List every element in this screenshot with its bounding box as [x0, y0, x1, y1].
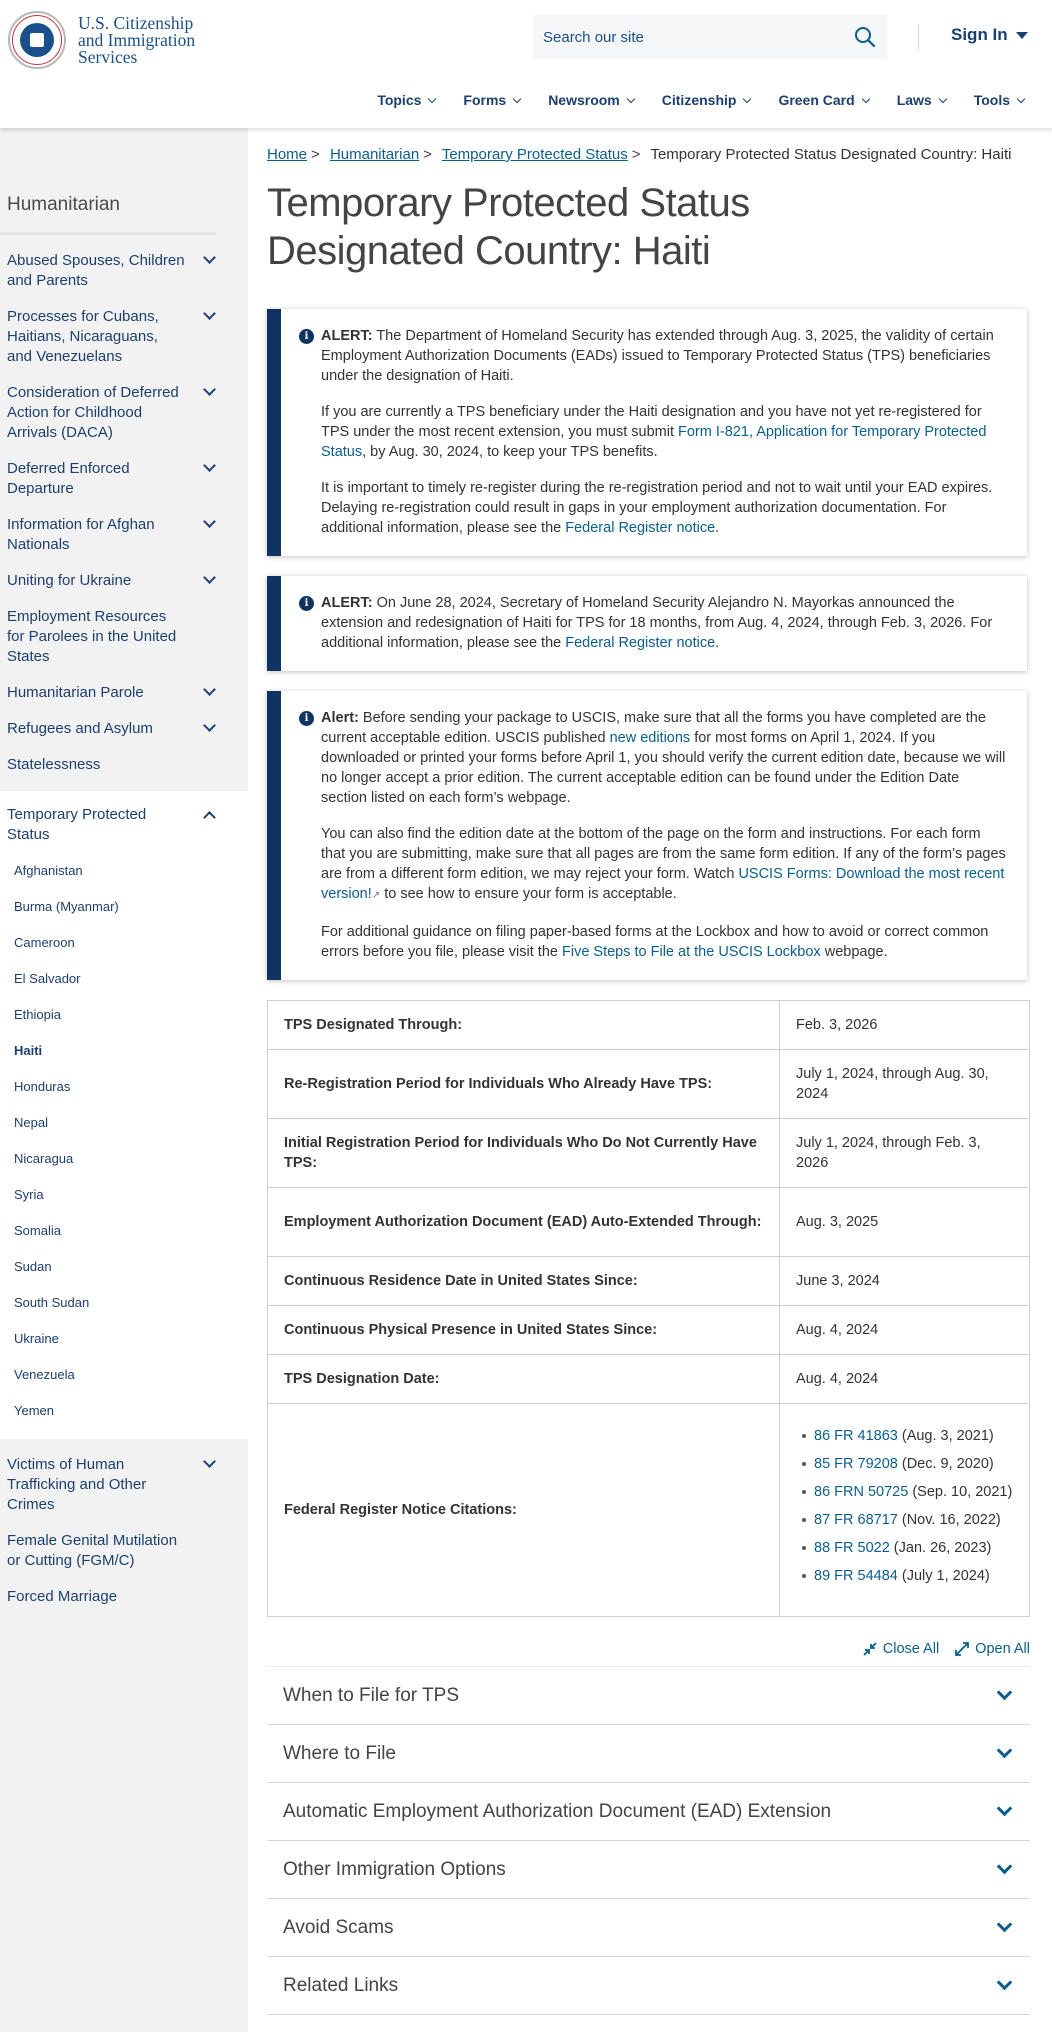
sidebar-subitem-syria[interactable]: Syria — [14, 1187, 44, 1202]
sidebar-item-label: Deferred Enforced Departure — [7, 460, 130, 497]
sidebar-item-processes-for-cubans-haitians-nicaraguans-and-venezuelans[interactable] — [0, 299, 248, 375]
uscis-logo-link[interactable] — [8, 11, 195, 69]
nav-label: Newsroom — [548, 92, 620, 108]
table-row — [268, 1404, 1030, 1617]
alert-text: to see how to ensure your form is acceptable. — [380, 886, 677, 902]
alert-box — [267, 576, 1027, 671]
nav-laws[interactable] — [883, 92, 960, 108]
citation-list — [796, 1416, 1013, 1604]
alert-paragraph — [301, 593, 1007, 653]
nav-label: Forms — [463, 92, 507, 108]
sidebar-sublist — [0, 853, 248, 1429]
alert-paragraph — [301, 708, 1007, 808]
citation-link[interactable]: 85 FR 79208 — [814, 1456, 898, 1472]
sidebar-subitem-yemen[interactable]: Yemen — [14, 1403, 54, 1418]
chevron-down-icon — [627, 94, 635, 102]
alert-label: ALERT: — [321, 595, 373, 611]
sidebar-item-label: Temporary Protected Status — [7, 806, 147, 843]
citation-date: (Aug. 3, 2021) — [897, 1428, 994, 1444]
dhs-seal-icon — [8, 11, 66, 69]
sign-in-label: Sign In — [951, 25, 1008, 44]
alert-paragraph — [301, 326, 1007, 386]
table-value: Aug. 4, 2024 — [780, 1306, 1030, 1355]
table-value: Aug. 4, 2024 — [780, 1355, 1030, 1404]
chevron-down-icon — [203, 719, 216, 732]
table-value: June 3, 2024 — [780, 1257, 1030, 1306]
breadcrumb — [267, 146, 1052, 163]
table-row — [268, 1119, 1030, 1188]
federal-register-notice-link[interactable]: Federal Register notice — [565, 520, 716, 536]
sidebar-subitem-el-salvador[interactable]: El Salvador — [14, 971, 81, 986]
table-key: Federal Register Notice Citations: — [268, 1404, 780, 1617]
nav-label: Tools — [973, 92, 1010, 108]
sidebar-item-label: Forced Marriage — [7, 1588, 118, 1605]
chevron-down-icon — [997, 1685, 1013, 1701]
uscis-forms-video-link[interactable]: USCIS Forms: Download the most recent version! — [321, 866, 1005, 902]
agency-name-line: and Immigration — [78, 29, 196, 50]
tps-info-table — [267, 1000, 1030, 1617]
agency-name — [78, 12, 196, 67]
chevron-up-icon — [203, 811, 216, 824]
chevron-down-icon — [203, 515, 216, 528]
chevron-down-icon — [203, 251, 216, 264]
citation-item — [796, 1566, 1013, 1586]
agency-name-line: Services — [78, 46, 138, 67]
sidebar-subitem-nepal[interactable]: Nepal — [14, 1115, 48, 1130]
citation-item — [796, 1426, 1013, 1446]
agency-name-line: U.S. Citizenship — [78, 12, 194, 33]
chevron-down-icon — [997, 1859, 1013, 1875]
sidebar-subitem-nicaragua[interactable]: Nicaragua — [14, 1151, 74, 1166]
sidebar-item-label: Consideration of Deferred Action for Childhood Arrivals (DACA) — [7, 384, 179, 441]
search-box — [533, 15, 887, 59]
accordion-title: Automatic Employment Authorization Document (EAD) Extension — [283, 1800, 832, 1822]
sidebar — [0, 128, 248, 2032]
accordion-controls — [267, 1641, 1030, 1666]
main-content — [248, 128, 1052, 2032]
page-title: Temporary Protected Status Designated Country: Haiti — [267, 181, 750, 273]
info-icon: i — [299, 711, 314, 726]
table-row — [268, 1001, 1030, 1050]
new-editions-link[interactable]: new editions — [609, 730, 691, 746]
external-link-icon: ↗ — [371, 890, 381, 901]
sidebar-item-label: Refugees and Asylum — [7, 720, 153, 737]
chevron-down-icon — [997, 1801, 1013, 1817]
chevron-down-icon — [513, 94, 521, 102]
breadcrumb-home[interactable]: Home — [267, 146, 308, 163]
accordion-item-related-links[interactable] — [267, 1957, 1030, 2015]
citation-date: (July 1, 2024) — [897, 1568, 990, 1584]
table-key: Continuous Residence Date in United States Since: — [268, 1257, 780, 1306]
accordion-title: When to File for TPS — [283, 1684, 459, 1706]
open-all-button[interactable] — [955, 1641, 1030, 1657]
alert-text: webpage. — [820, 944, 888, 960]
breadcrumb-separator: > — [631, 146, 641, 163]
alert-paragraph — [301, 402, 1007, 462]
lockbox-steps-link[interactable]: Five Steps to File at the USCIS Lockbox — [561, 944, 821, 960]
federal-register-notice-link[interactable]: Federal Register notice — [565, 635, 716, 651]
sidebar-subitem-ethiopia[interactable]: Ethiopia — [14, 1007, 61, 1022]
table-row — [268, 1355, 1030, 1404]
sidebar-subitem-ukraine[interactable]: Ukraine — [14, 1331, 59, 1346]
sidebar-item-employment-resources-for-parolees-in-the-united-states[interactable] — [0, 599, 248, 675]
citation-link[interactable]: 89 FR 54484 — [814, 1568, 898, 1584]
table-row — [268, 1188, 1030, 1257]
sidebar-item-label: Processes for Cubans, Haitians, Nicaraguans, and Venezuelans — [7, 308, 159, 365]
breadcrumb-humanitarian[interactable]: Humanitarian — [329, 146, 420, 163]
search-icon — [854, 26, 876, 48]
sidebar-subitem-haiti[interactable]: Haiti — [14, 1043, 43, 1058]
site-header — [0, 0, 1052, 128]
alert-text: It is important to timely re-register during the re-registration period and not to wait until your EAD expires. Delaying re-registration could result in gaps in your employment authorization documentation. For additional information, please see the — [321, 480, 993, 536]
table-key: TPS Designated Through: — [268, 1001, 780, 1050]
chevron-down-icon — [743, 94, 751, 102]
accordion-title: Avoid Scams — [283, 1916, 394, 1938]
sidebar-item-refugees-and-asylum[interactable] — [0, 711, 248, 747]
sidebar-item-label: Employment Resources for Parolees in the United States — [7, 608, 177, 665]
nav-newsroom[interactable] — [534, 92, 648, 108]
close-all-label: Close All — [882, 1641, 940, 1657]
nav-forms[interactable] — [449, 92, 534, 108]
info-icon: i — [299, 596, 314, 611]
citation-date: (Jan. 26, 2023) — [889, 1540, 992, 1556]
search-input[interactable] — [543, 29, 843, 46]
nav-topics[interactable] — [363, 92, 449, 108]
accordion-title: Other Immigration Options — [283, 1858, 506, 1880]
table-value: July 1, 2024, through Feb. 3, 2026 — [780, 1119, 1030, 1188]
sidebar-item-abused-spouses-children-and-parents[interactable] — [0, 243, 248, 299]
sidebar-item-label: Information for Afghan Nationals — [7, 516, 155, 553]
sidebar-subitem-afghanistan[interactable]: Afghanistan — [14, 863, 83, 878]
chevron-down-icon — [203, 307, 216, 320]
table-row — [268, 1050, 1030, 1119]
sidebar-subitem-south-sudan[interactable]: South Sudan — [14, 1295, 90, 1310]
sidebar-item-label: Humanitarian Parole — [7, 684, 144, 701]
collapse-icon — [863, 1642, 877, 1656]
sidebar-item-forced-marriage[interactable] — [0, 1579, 248, 1615]
expand-icon — [955, 1642, 969, 1656]
main-nav — [363, 92, 1038, 108]
accordion-item-where-to-file[interactable] — [267, 1725, 1030, 1783]
alert-text: for most forms on April 1, 2024. If you downloaded or printed your forms before April 1, you should verify the current edition date, because we will no longer accept a prior edition. The current acceptable edition can be found under the Edition Date section listed on each form’s webpage. — [321, 730, 1006, 806]
accordion — [267, 1666, 1030, 2015]
accordion-item-when-to-file-for-tps[interactable] — [267, 1667, 1030, 1725]
sidebar-item-statelessness[interactable] — [0, 747, 248, 783]
table-key: Continuous Physical Presence in United States Since: — [268, 1306, 780, 1355]
sidebar-section-tps — [0, 791, 248, 1439]
sidebar-item-label: Uniting for Ukraine — [7, 572, 132, 589]
citation-date: (Sep. 10, 2021) — [908, 1484, 1013, 1500]
sidebar-item-temporary-protected-status[interactable] — [0, 805, 248, 853]
search-button[interactable] — [843, 15, 887, 59]
breadcrumb-separator: > — [423, 146, 432, 163]
citation-item — [796, 1482, 1013, 1502]
sidebar-subitem-somalia[interactable]: Somalia — [14, 1223, 61, 1238]
alert-paragraph — [301, 922, 1007, 962]
sidebar-subitem-honduras[interactable]: Honduras — [14, 1079, 71, 1094]
citation-date: (Dec. 9, 2020) — [897, 1456, 994, 1472]
open-all-label: Open All — [975, 1641, 1030, 1657]
nav-tools[interactable] — [960, 92, 1038, 108]
sidebar-item-label: Statelessness — [7, 756, 101, 773]
table-row — [268, 1306, 1030, 1355]
nav-label: Laws — [896, 92, 932, 108]
caret-down-icon — [1016, 32, 1028, 39]
chevron-down-icon — [938, 94, 946, 102]
sign-in-button[interactable] — [951, 25, 1028, 45]
sidebar-item-victims-of-human-trafficking-and-other-crimes[interactable] — [0, 1447, 248, 1523]
sidebar-title: Humanitarian — [0, 194, 216, 235]
alert-text: . — [715, 635, 720, 651]
table-value — [780, 1404, 1030, 1617]
alert-box — [267, 309, 1027, 556]
sidebar-subitem-sudan[interactable]: Sudan — [14, 1259, 52, 1274]
alert-text: On June 28, 2024, Secretary of Homeland Security Alejandro N. Mayorkas announced the extension and redesignation of Haiti for TPS for 18 months, from Aug. 4, 2024, through Feb. 3, 2026. For additional information, please see the — [321, 595, 993, 651]
breadcrumb-current: Temporary Protected Status Designated Country: Haiti — [650, 146, 1012, 163]
alert-text: For additional guidance on filing paper-based forms at the Lockbox and how to avoid or correct common errors before you file, please visit the — [321, 924, 989, 960]
accordion-item-avoid-scams[interactable] — [267, 1899, 1030, 1957]
close-all-button[interactable] — [863, 1641, 939, 1657]
sidebar-list-before — [0, 243, 248, 783]
chevron-down-icon — [997, 1743, 1013, 1759]
alert-text: Before sending your package to USCIS, make sure that all the forms you have completed are the current acceptable edition. USCIS published — [321, 710, 986, 746]
accordion-item-automatic-employment-authorization-document-ead-extension[interactable] — [267, 1783, 1030, 1841]
citation-date: (Nov. 16, 2022) — [897, 1512, 1001, 1528]
sidebar-item-deferred-enforced-departure[interactable] — [0, 451, 248, 507]
nav-citizenship[interactable] — [648, 92, 765, 108]
table-key: Initial Registration Period for Individuals Who Do Not Currently Have TPS: — [268, 1119, 780, 1188]
table-row — [268, 1257, 1030, 1306]
table-key: Re-Registration Period for Individuals Who Already Have TPS: — [268, 1050, 780, 1119]
nav-green-card[interactable] — [764, 92, 882, 108]
alert-paragraph — [301, 478, 1007, 538]
sidebar-list-after — [0, 1447, 248, 1615]
chevron-down-icon — [1017, 94, 1025, 102]
table-value: Feb. 3, 2026 — [780, 1001, 1030, 1050]
chevron-down-icon — [997, 1917, 1013, 1933]
sidebar-item-humanitarian-parole[interactable] — [0, 675, 248, 711]
nav-label: Topics — [377, 92, 422, 108]
chevron-down-icon — [997, 1975, 1013, 1991]
alert-box — [267, 691, 1027, 980]
accordion-item-other-immigration-options[interactable] — [267, 1841, 1030, 1899]
chevron-down-icon — [428, 94, 436, 102]
alert-text: You can also find the edition date at the bottom of the page on the form and instructions. For each form that you are submitting, make sure that all pages are from the same form edition. If any of the form’s pages are from a different form edition, we may reject your form. Watch — [321, 826, 1006, 882]
chevron-down-icon — [203, 1455, 216, 1468]
sidebar-item-label: Female Genital Mutilation or Cutting (FGM/C) — [7, 1532, 178, 1569]
table-key: TPS Designation Date: — [268, 1355, 780, 1404]
chevron-down-icon — [203, 383, 216, 396]
citation-link[interactable]: 87 FR 68717 — [814, 1512, 898, 1528]
citation-item — [796, 1538, 1013, 1558]
sidebar-item-label: Victims of Human Trafficking and Other Crimes — [7, 1456, 147, 1513]
chevron-down-icon — [203, 571, 216, 584]
citation-link[interactable]: 86 FRN 50725 — [814, 1484, 909, 1500]
alert-label: ALERT: — [321, 328, 373, 344]
breadcrumb-separator: > — [311, 146, 320, 163]
citation-link[interactable]: 88 FR 5022 — [814, 1540, 890, 1556]
table-value: July 1, 2024, through Aug. 30, 2024 — [780, 1050, 1030, 1119]
alert-paragraph — [301, 824, 1007, 906]
alert-text: The Department of Homeland Security has extended through Aug. 3, 2025, the validity of certain Employment Authorization Documents (EADs) issued to Temporary Protected Status (TPS) beneficiaries under the designation of Haiti. — [321, 328, 994, 384]
citation-item — [796, 1510, 1013, 1530]
form-i-821-link[interactable]: Form I-821, Application for Temporary Protected Status — [321, 424, 987, 460]
table-value: Aug. 3, 2025 — [780, 1188, 1030, 1257]
alert-text: , by Aug. 30, 2024, to keep your TPS benefits. — [362, 444, 658, 460]
sidebar-item-female-genital-mutilation-or-cutting-fgm-c[interactable] — [0, 1523, 248, 1579]
alert-text: . — [715, 520, 720, 536]
citation-item — [796, 1454, 1013, 1474]
info-icon: i — [299, 329, 314, 344]
sidebar-item-consideration-of-deferred-action-for-childhood-arrivals-daca[interactable] — [0, 375, 248, 451]
accordion-title: Related Links — [283, 1974, 399, 1996]
chevron-down-icon — [203, 683, 216, 696]
sidebar-subitem-burma-myanmar[interactable]: Burma (Myanmar) — [14, 899, 119, 914]
sidebar-item-uniting-for-ukraine[interactable] — [0, 563, 248, 599]
table-key: Employment Authorization Document (EAD) Auto-Extended Through: — [268, 1188, 780, 1257]
chevron-down-icon — [861, 94, 869, 102]
alert-text: If you are currently a TPS beneficiary under the Haiti designation and you have not yet re-registered for TPS under the most recent extension, you must submit — [321, 404, 982, 440]
nav-label: Green Card — [778, 92, 855, 108]
header-divider — [918, 24, 919, 50]
sidebar-item-label: Abused Spouses, Children and Parents — [7, 252, 185, 289]
alert-label: Alert: — [321, 710, 359, 726]
sidebar-item-information-for-afghan-nationals[interactable] — [0, 507, 248, 563]
accordion-title: Where to File — [283, 1742, 396, 1764]
citation-link[interactable]: 86 FR 41863 — [814, 1428, 898, 1444]
sidebar-subitem-cameroon[interactable]: Cameroon — [14, 935, 75, 950]
page-layout — [0, 128, 1052, 2032]
sidebar-subitem-venezuela[interactable]: Venezuela — [14, 1367, 75, 1382]
nav-label: Citizenship — [661, 92, 737, 108]
chevron-down-icon — [203, 459, 216, 472]
breadcrumb-tps[interactable]: Temporary Protected Status — [441, 146, 628, 163]
